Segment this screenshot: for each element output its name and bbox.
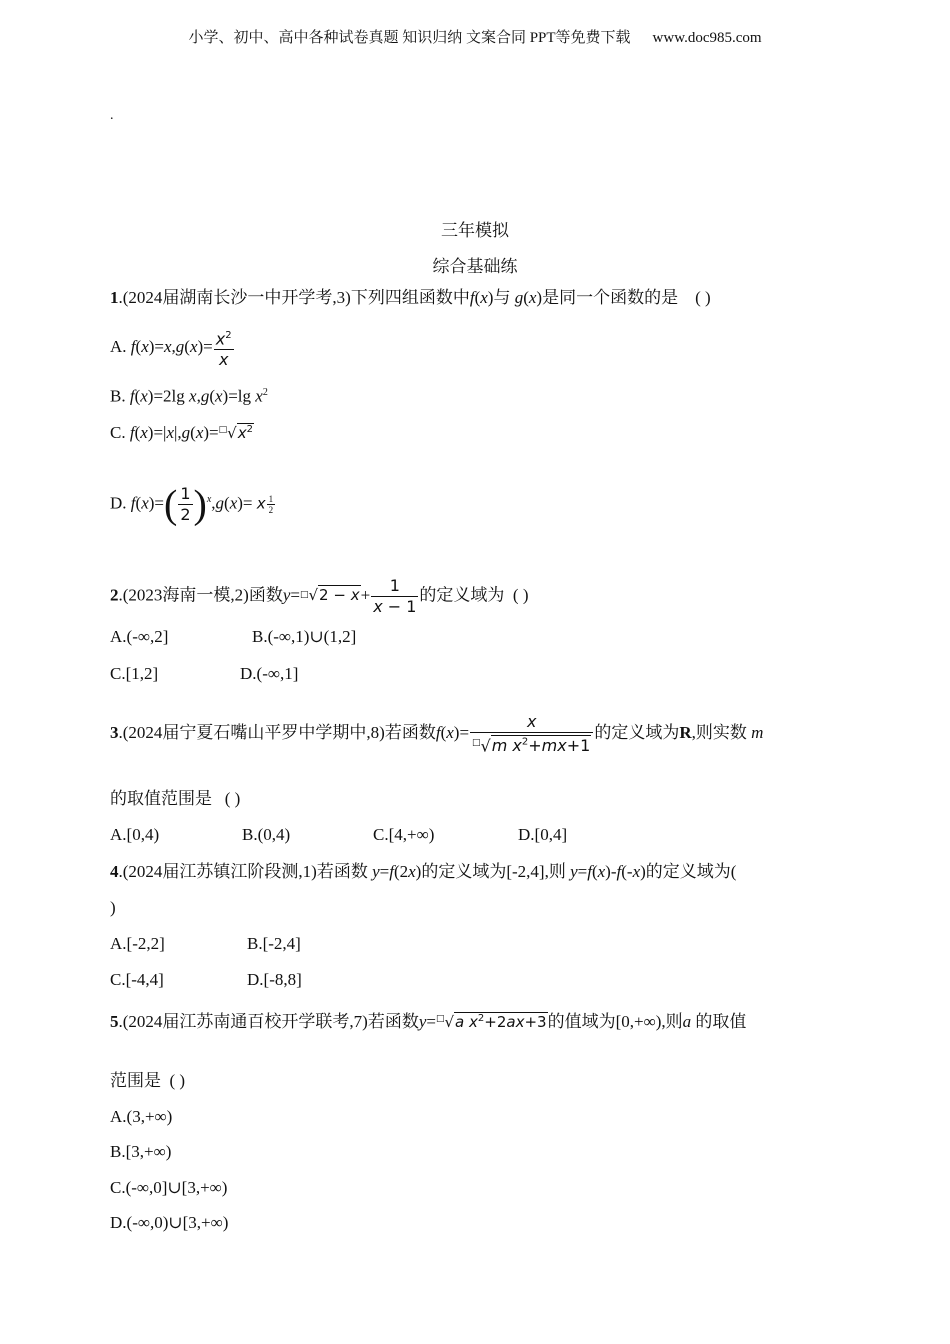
q3-paren: ( ): [224, 789, 241, 808]
q5-option-d: D.(-∞,0)∪[3,+∞): [110, 1213, 229, 1232]
stray-dot: .: [110, 108, 114, 123]
q4-stem: 4.(2024届江苏镇江阶段测,1)若函数 y=f(2x)的定义域为[-2,4],则 y=f(x)-f(-x)的定义域为(: [110, 862, 737, 881]
q1-option-b: B. f(x)=2lg x,g(x)=lg $x^2$: [110, 386, 268, 406]
q2-radical: □√2 − x: [299, 586, 360, 605]
q5-source: .(2024届江苏南通百校开学联考,7)若函数: [118, 1012, 419, 1031]
q1-d-label: D.: [110, 493, 131, 513]
q5-option-c: C.(-∞,0]∪[3,+∞): [110, 1178, 228, 1197]
q4-number: 4: [110, 862, 119, 881]
q1-mid: 与: [493, 288, 511, 307]
q3-tail: 的定义域为: [594, 723, 680, 743]
q1-source: .(2024届湖南长沙一中开学考,3)下列四组函数中: [118, 288, 470, 307]
q2-option-b: B.(-∞,1)∪(1,2]: [252, 627, 357, 646]
q2-source: .(2023海南一模,2)函数: [118, 585, 283, 605]
q1-tail: 是同一个函数的是: [542, 288, 679, 307]
q3-stem-line2: [110, 788, 240, 810]
q5-option-b: B.[3,+∞): [110, 1142, 172, 1161]
q5-number: 5: [110, 1012, 119, 1031]
q2-option-d: D.(-∞,1]: [240, 664, 299, 683]
q2-option-a: A.(-∞,2]: [110, 627, 169, 646]
q1-a-label: A.: [110, 337, 131, 357]
q5-stem-line2: [110, 1070, 185, 1092]
q5-tail: 的值域为[0,+∞),则: [547, 1012, 683, 1031]
q1-d-fraction: $\frac{1}{2}$: [180, 484, 191, 524]
q2-number: 2: [110, 585, 119, 605]
q2-paren: ( ): [512, 585, 529, 605]
q1-option-c: C. $f(x)=|x|,g(x)=^□√x^2$: [110, 419, 254, 444]
q3-option-a: A.[0,4): [110, 825, 160, 844]
q3-source: .(2024届宁夏石嘴山平罗中学期中,8)若函数: [118, 723, 436, 743]
q1-option-a: A. f(x)=x,g(x)= $\frac{x^2}{x}$: [110, 326, 235, 370]
q1-c-radical: $^□√x^2$: [218, 424, 253, 442]
q3-stem: 3.(2024届宁夏石嘴山平罗中学期中,8)若函数f(x)= $\frac{x}{^□√m x^2+mx+1}$ 的定义域为R,则实数 m: [110, 712, 764, 756]
q2-stem: 2.(2023海南一模,2)函数y=□√2 − x+ $\frac{1}{x - 1}$ 的定义域为 ( ): [110, 576, 529, 616]
q3-fraction: $\frac{x}{^□√m x^2+mx+1}$: [470, 712, 593, 756]
q3-line2: 的取值范围是: [110, 789, 212, 808]
header-text: 小学、初中、高中各种试卷真题 知识归纳 文案合同 PPT等免费下载: [188, 30, 631, 46]
q1-stem: 1.(2024届湖南长沙一中开学考,3)下列四组函数中f(x)与 g(x)是同一个函数的是 ( ): [110, 288, 711, 307]
q4-source: .(2024届江苏镇江阶段测,1)若函数: [118, 862, 368, 881]
q5-line2: 范围是: [110, 1071, 161, 1090]
q5-tail2: 的取值: [695, 1012, 747, 1031]
q4-option-a: A.[-2,2]: [110, 934, 165, 953]
q1-b-label: B.: [110, 386, 130, 406]
q5-stem: 5.(2024届江苏南通百校开学联考,7)若函数y=□√a $x^2+2ax+3$的值域为[0,+∞),则a 的取值: [110, 1008, 746, 1033]
q4-option-b: B.[-2,4]: [247, 934, 301, 953]
page-header: [0, 26, 950, 47]
header-site: www.doc985.com: [652, 30, 762, 46]
q3-option-c: C.[4,+∞): [373, 825, 435, 844]
q4-option-c: C.[-4,4]: [110, 970, 164, 989]
q1-a-fraction: $\frac{x^2}{x}$: [214, 326, 234, 370]
q3-bold-r: R: [679, 723, 692, 743]
q3-var: m: [751, 723, 764, 743]
q5-option-a: A.(3,+∞): [110, 1107, 173, 1126]
q3-number: 3: [110, 723, 119, 743]
section-subtitle: 综合基础练: [432, 257, 518, 276]
q1-number: 1: [110, 288, 119, 307]
q4-stem-line2: ): [110, 898, 116, 917]
q4-mid: 的定义域为[-2,4],则: [421, 862, 566, 881]
q3-option-d: D.[0,4]: [518, 825, 568, 844]
q4-option-d: D.[-8,8]: [247, 970, 302, 989]
q2-option-c: C.[1,2]: [110, 664, 159, 683]
q5-paren: ( ): [169, 1071, 186, 1090]
q2-tail: 的定义域为: [419, 585, 505, 605]
q3-option-b: B.(0,4): [242, 825, 291, 844]
q2-fraction: $\frac{1}{x - 1}$: [373, 576, 417, 616]
q5-var: a: [682, 1012, 692, 1031]
q1-c-label: C.: [110, 423, 130, 442]
q1-paren: ( ): [695, 288, 711, 307]
q1-option-d: D. f(x)=( $\frac{1}{2}$ )$^x$,g(x)= x $\frac{1}{2}$: [110, 481, 274, 527]
section-title: 三年模拟: [441, 221, 509, 240]
q4-tail: 的定义域为(: [645, 862, 737, 881]
q5-radical: □√a $x^2+2ax+3$: [435, 1013, 547, 1031]
q3-tail2: ,则实数: [691, 723, 747, 743]
